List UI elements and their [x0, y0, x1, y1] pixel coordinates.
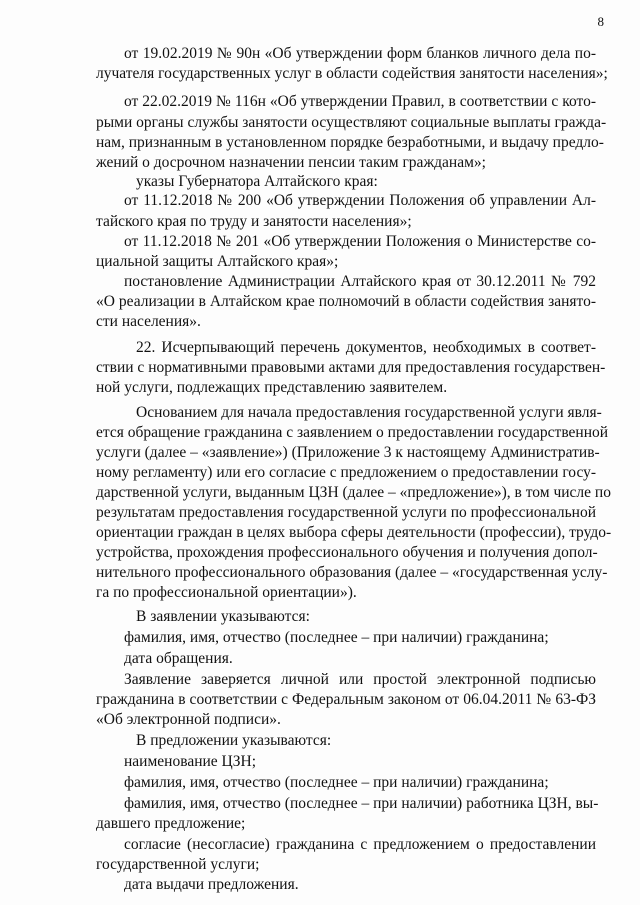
text-line: согласие (несогласие) гражданина с предложением о предоставлении — [124, 836, 596, 853]
text-line: лучателя государственных услуг в области содействия занятости населения»; — [96, 65, 608, 82]
text-line: устройства, прохождения профессионального обучения и получения допол- — [96, 544, 598, 561]
text-line: государственной услуги; — [96, 856, 260, 873]
text-line: фамилия, имя, отчество (последнее – при наличии) работника ЦЗН, вы- — [124, 795, 599, 812]
text-line: жений о досрочном назначении пенсии таким гражданам»; — [96, 154, 486, 171]
text-line: давшего предложение; — [96, 815, 246, 832]
text-line: циальной защиты Алтайского края»; — [96, 253, 339, 270]
text-line: рыми органы службы занятости осуществляют социальные выплаты гражда- — [96, 114, 607, 131]
text-line: указы Губернатора Алтайского края: — [136, 173, 378, 190]
text-line: результатам предоставления государственной услуги по профессиональной — [96, 504, 596, 521]
text-line: «О реализации в Алтайском крае полномочий в области содействия занято- — [96, 293, 596, 310]
text-line: «Об электронной подписи». — [96, 711, 281, 728]
text-line: дарственной услуги, выданным ЦЗН (далее – «предложение»), в том числе по — [96, 484, 611, 501]
text-line: тайского края по труду и занятости населения»; — [96, 213, 412, 230]
text-line: услуги (далее – «заявление») (Приложение 3 к настоящему Административ- — [96, 444, 600, 461]
text-line: га по профессиональной ориентации»). — [96, 584, 357, 601]
text-line: постановление Администрации Алтайского края от 30.12.2011 № 792 — [124, 273, 596, 290]
text-line: фамилия, имя, отчество (последнее – при наличии) гражданина; — [124, 629, 549, 646]
page-number: 8 — [597, 14, 604, 29]
text-line: дата обращения. — [124, 650, 233, 667]
text-line: гражданина в соответствии с Федеральным законом от 06.04.2011 № 63-ФЗ — [96, 691, 596, 708]
text-line: нам, признанным в установленном порядке безработными, и выдачу предло- — [96, 134, 604, 151]
text-line: Основанием для начала предоставления государственной услуги явля- — [136, 404, 602, 421]
text-line: Заявление заверяется личной или простой электронной подписью — [124, 671, 596, 688]
text-line: от 19.02.2019 № 90н «Об утверждении форм бланков личного дела по- — [124, 45, 596, 62]
text-line: 22. Исчерпывающий перечень документов, необходимых в соответ- — [136, 339, 596, 356]
text-line: фамилия, имя, отчество (последнее – при наличии) гражданина; — [124, 774, 549, 791]
text-line: ной услуги, подлежащих представлению заявителем. — [96, 379, 448, 396]
text-line: ется обращение гражданина с заявлением о предоставлении государственной — [96, 424, 609, 441]
text-line: ориентации граждан в целях выбора сферы деятельности (профессии), трудо- — [96, 524, 612, 541]
text-line: В заявлении указываются: — [136, 608, 310, 625]
text-line: от 11.12.2018 № 201 «Об утверждении Положения о Министерстве со- — [124, 233, 596, 250]
text-line: ствии с нормативными правовыми актами для предоставления государствен- — [96, 359, 606, 376]
text-line: ному регламенту) или его согласие с предложением о предоставлении госу- — [96, 464, 597, 481]
text-line: наименование ЦЗН; — [124, 753, 256, 770]
text-line: В предложении указываются: — [136, 732, 332, 749]
text-line: дата выдачи предложения. — [124, 876, 299, 893]
text-line: нительного профессионального образования (далее – «государственная услу- — [96, 564, 608, 581]
text-line: от 22.02.2019 № 116н «Об утверждении Правил, в соответствии с кото- — [124, 93, 596, 110]
text-line: сти населения». — [96, 313, 201, 330]
text-line: от 11.12.2018 № 200 «Об утверждении Положения об управлении Ал- — [124, 192, 596, 209]
